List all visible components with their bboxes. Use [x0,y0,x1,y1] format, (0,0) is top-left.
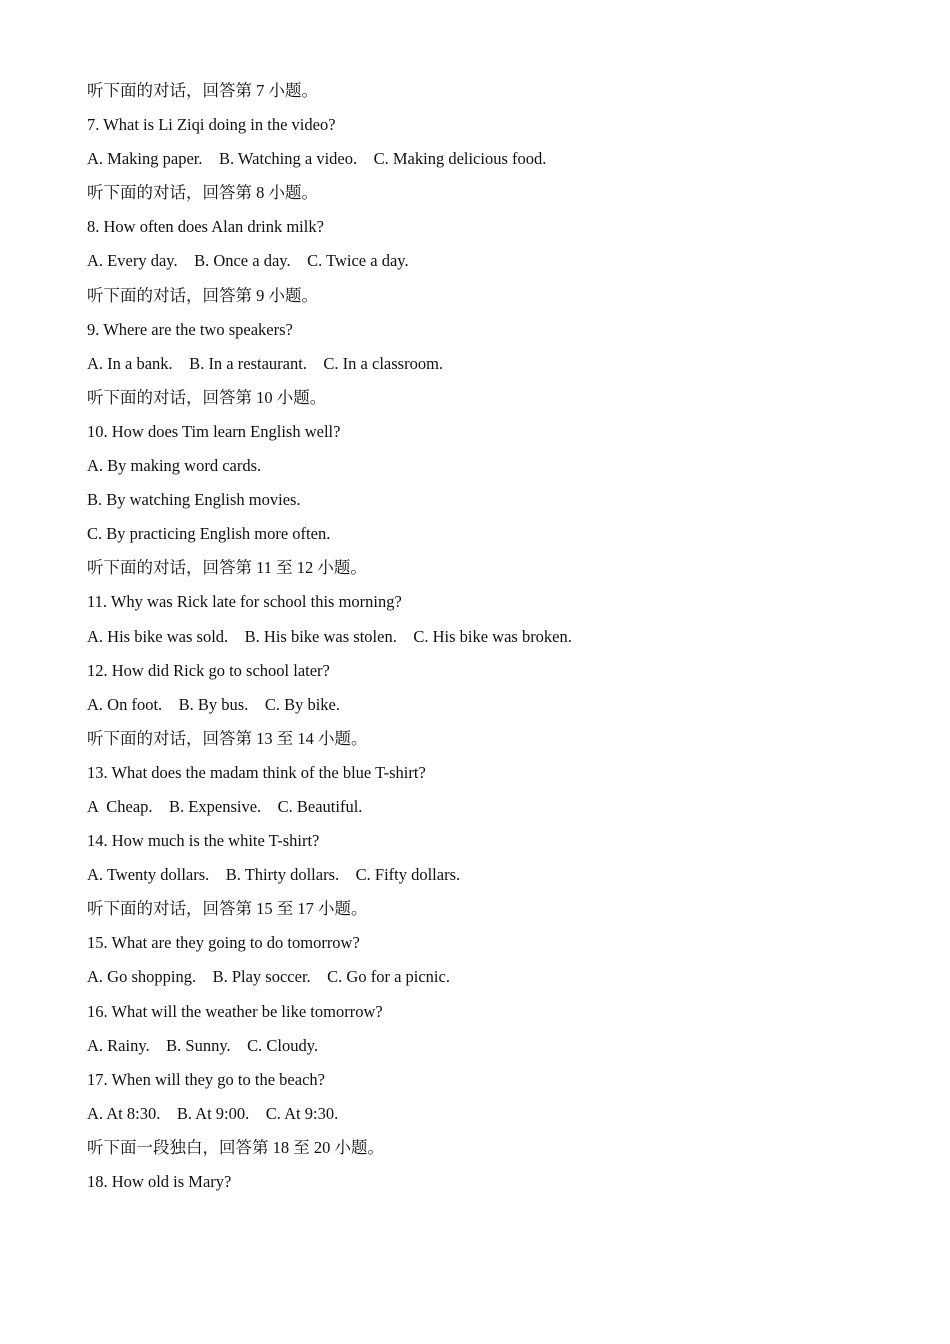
question-7: 7. What is Li Ziqi doing in the video? [87,115,336,135]
question-11: 11. Why was Rick late for school this morning? [87,592,402,612]
section-instruction: 听下面的对话，回答第 7 小题。 [87,81,318,100]
section-instruction: 听下面的对话，回答第 11 至 12 小题。 [87,558,367,578]
question-15-options: A. Go shopping. B. Play soccer. C. Go for a picnic. [87,967,450,987]
question-14-options: A. Twenty dollars. B. Thirty dollars. C. Fifty dollars. [87,865,461,885]
section-instruction: 听下面一段独白，回答第 18 至 20 小题。 [87,1137,384,1157]
question-17: 17. When will they go to the beach? [87,1069,325,1089]
section-instruction: 听下面的对话，回答第 15 至 17 小题。 [87,899,368,919]
section-instruction: 听下面的对话，回答第 9 小题。 [87,285,318,305]
question-13: 13. What does the madam think of the blue T-shirt? [87,762,426,782]
question-16-options: A. Rainy. B. Sunny. C. Cloudy. [87,1035,319,1055]
question-10-option-b: B. By watching English movies. [87,490,301,510]
question-15: 15. What are they going to do tomorrow? [87,933,360,953]
document-page [87,74,887,1199]
question-7-options: A. Making paper. B. Watching a video. C. Making delicious food. [87,149,547,169]
question-8-options: A. Every day. B. Once a day. C. Twice a day. [87,251,409,271]
question-11-options: A. His bike was sold. B. His bike was stolen. C. His bike was broken. [87,626,572,646]
question-10: 10. How does Tim learn English well? [87,421,341,441]
question-16: 16. What will the weather be like tomorrow? [87,1001,383,1021]
question-18: 18. How old is Mary? [87,1172,232,1191]
question-9: 9. Where are the two speakers? [87,319,293,339]
question-12-options: A. On foot. B. By bus. C. By bike. [87,694,341,714]
question-17-options: A. At 8:30. B. At 9:00. C. At 9:30. [87,1103,339,1123]
question-8: 8. How often does Alan drink milk? [87,217,324,237]
question-12: 12. How did Rick go to school later? [87,660,330,680]
question-10-option-c: C. By practicing English more often. [87,524,331,544]
question-13-options: A Cheap. B. Expensive. C. Beautiful. [87,796,363,816]
section-instruction: 听下面的对话，回答第 10 小题。 [87,387,327,407]
question-14: 14. How much is the white T-shirt? [87,831,320,851]
section-instruction: 听下面的对话，回答第 13 至 14 小题。 [87,728,368,748]
question-9-options: A. In a bank. B. In a restaurant. C. In a classroom. [87,353,444,373]
question-10-option-a: A. By making word cards. [87,456,262,476]
section-instruction: 听下面的对话，回答第 8 小题。 [87,183,318,203]
